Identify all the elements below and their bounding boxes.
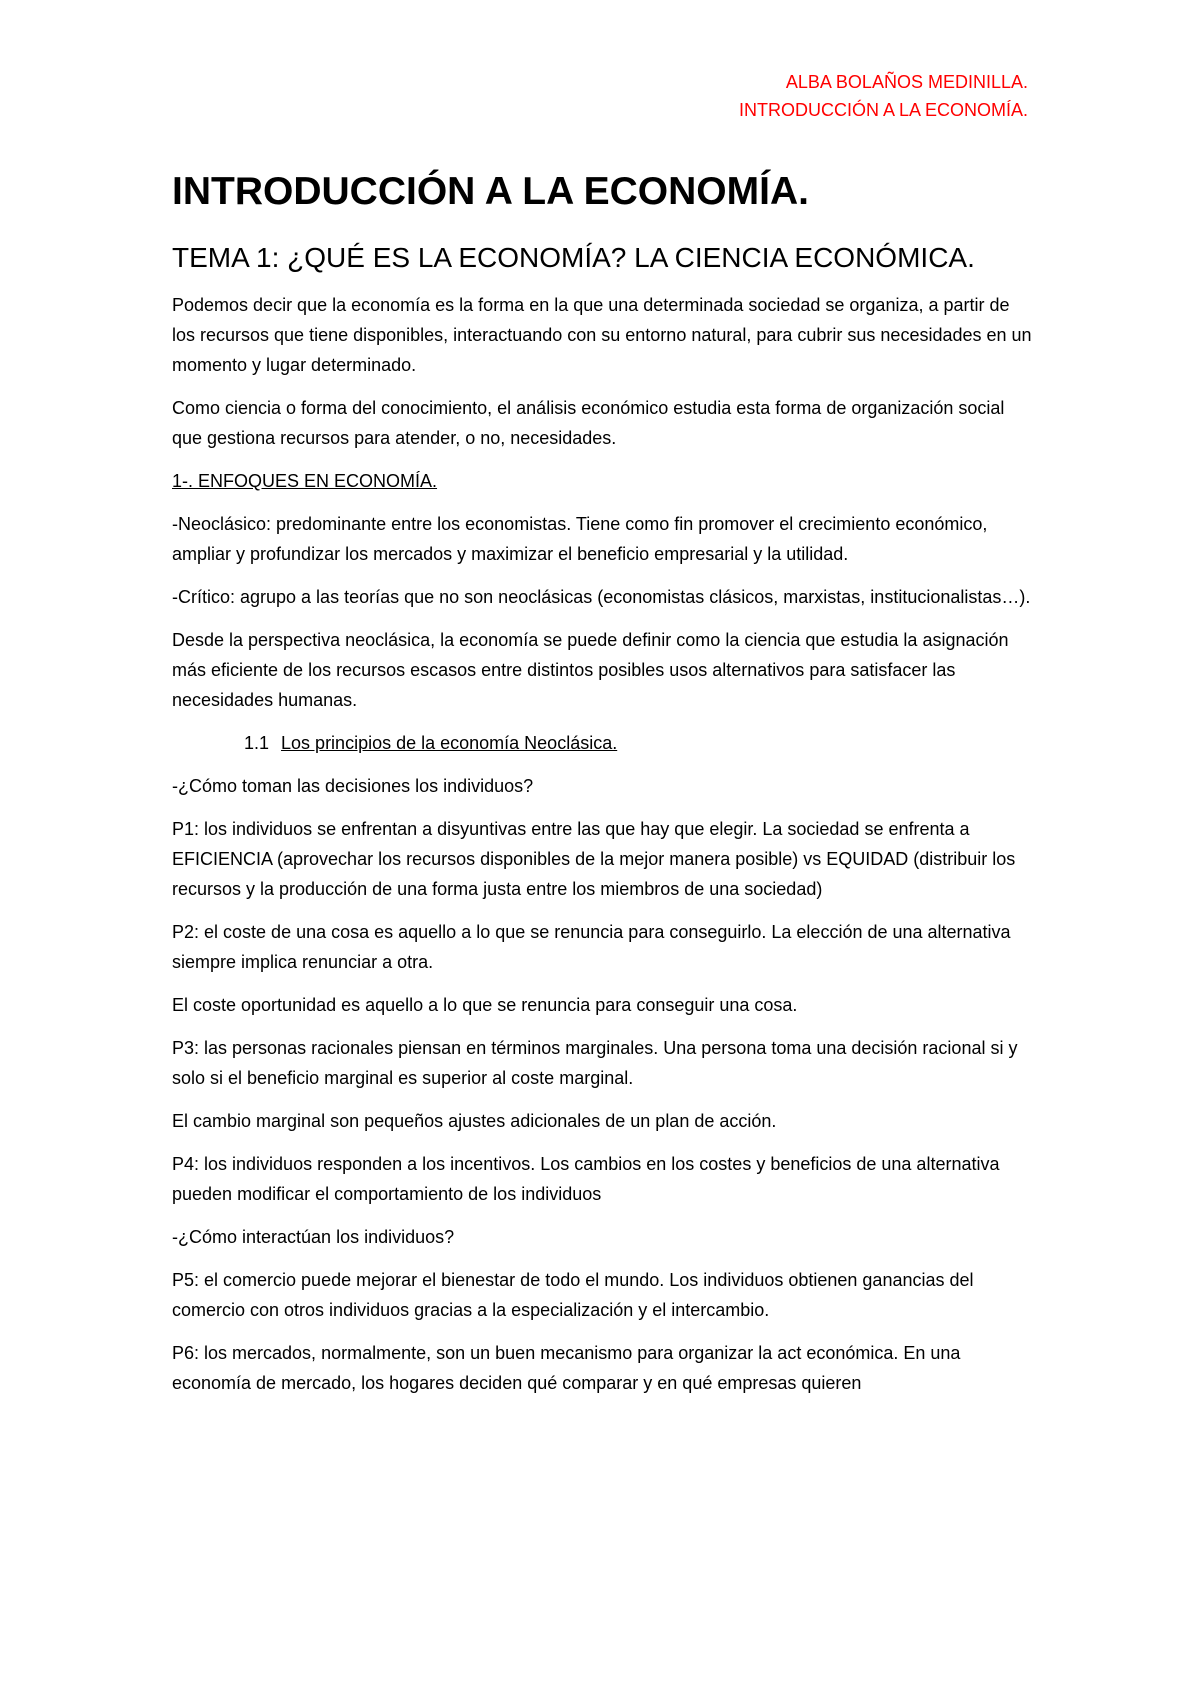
principle-p4: P4: los individuos responden a los incentivos. Los cambios en los costes y beneficios de una alternativa pueden modificar el comportamiento de los individuos [172,1154,1000,1204]
paragraph-neoclasico: -Neoclásico: predominante entre los economistas. Tiene como fin promover el crecimiento económico, ampliar y profundizar los mercados y maximizar el beneficio empresarial y la utilidad. [172,514,988,564]
topic-title: TEMA 1: ¿QUÉ ES LA ECONOMÍA? LA CIENCIA ECONÓMICA. [172,242,975,273]
section-heading-enfoques: 1-. ENFOQUES EN ECONOMÍA. [172,471,438,491]
intro-paragraph-2: Como ciencia o forma del conocimiento, el análisis económico estudia esta forma de organización social que gestiona recursos para atender, o no, necesidades. [172,398,1005,448]
question-interaction: -¿Cómo interactúan los individuos? [172,1227,455,1247]
document-title: INTRODUCCIÓN A LA ECONOMÍA. [172,170,809,213]
paragraph-coste-oportunidad: El coste oportunidad es aquello a lo que se renuncia para conseguir una cosa. [172,995,798,1015]
intro-paragraph-1: Podemos decir que la economía es la forma en la que una determinada sociedad se organiza, a partir de los recursos que tiene disponibles, interactuando con su entorno natural, para cubrir sus necesidades en un momento y lugar determinado. [172,295,1032,375]
question-decisions: -¿Cómo toman las decisiones los individuos? [172,776,534,796]
principle-p6: P6: los mercados, normalmente, son un buen mecanismo para organizar la act económica. En una economía de mercado, los hogares deciden qué comparar y en qué empresas quieren [172,1343,961,1393]
document-body [172,168,1032,1411]
header-author: ALBA BOLAÑOS MEDINILLA. [785,72,1028,92]
principle-p2: P2: el coste de una cosa es aquello a lo que se renuncia para conseguirlo. La elección de una alternativa siempre implica renunciar a otra. [172,922,1011,972]
principle-p3: P3: las personas racionales piensan en términos marginales. Una persona toma una decisión racional si y solo si el beneficio marginal es superior al coste marginal. [172,1038,1018,1088]
paragraph-critico: -Crítico: agrupo a las teorías que no son neoclásicas (economistas clásicos, marxistas, institucionalistas…). [172,587,1031,607]
paragraph-cambio-marginal: El cambio marginal son pequeños ajustes adicionales de un plan de acción. [172,1111,777,1131]
subsection-label: Los principios de la economía Neoclásica. [281,733,618,753]
subsection-number: 1.1 [244,733,270,753]
paragraph-perspectiva: Desde la perspectiva neoclásica, la economía se puede definir como la ciencia que estudia la asignación más eficiente de los recursos escasos entre distintos posibles usos alternativos para satisfacer las necesidades humanas. [172,630,1009,710]
header-course: INTRODUCCIÓN A LA ECONOMÍA. [738,100,1028,120]
page-header [739,68,1028,124]
principle-p1: P1: los individuos se enfrentan a disyuntivas entre las que hay que elegir. La sociedad se enfrenta a EFICIENCIA (aprovechar los recursos disponibles de la mejor manera posible) vs EQUIDAD (distribuir los recursos y la producción de una forma justa entre los miembros de una sociedad) [172,819,1016,899]
principle-p5: P5: el comercio puede mejorar el bienestar de todo el mundo. Los individuos obtienen ganancias del comercio con otros individuos gracias a la especialización y el intercambio. [172,1270,974,1320]
subsection-heading [172,728,1032,758]
